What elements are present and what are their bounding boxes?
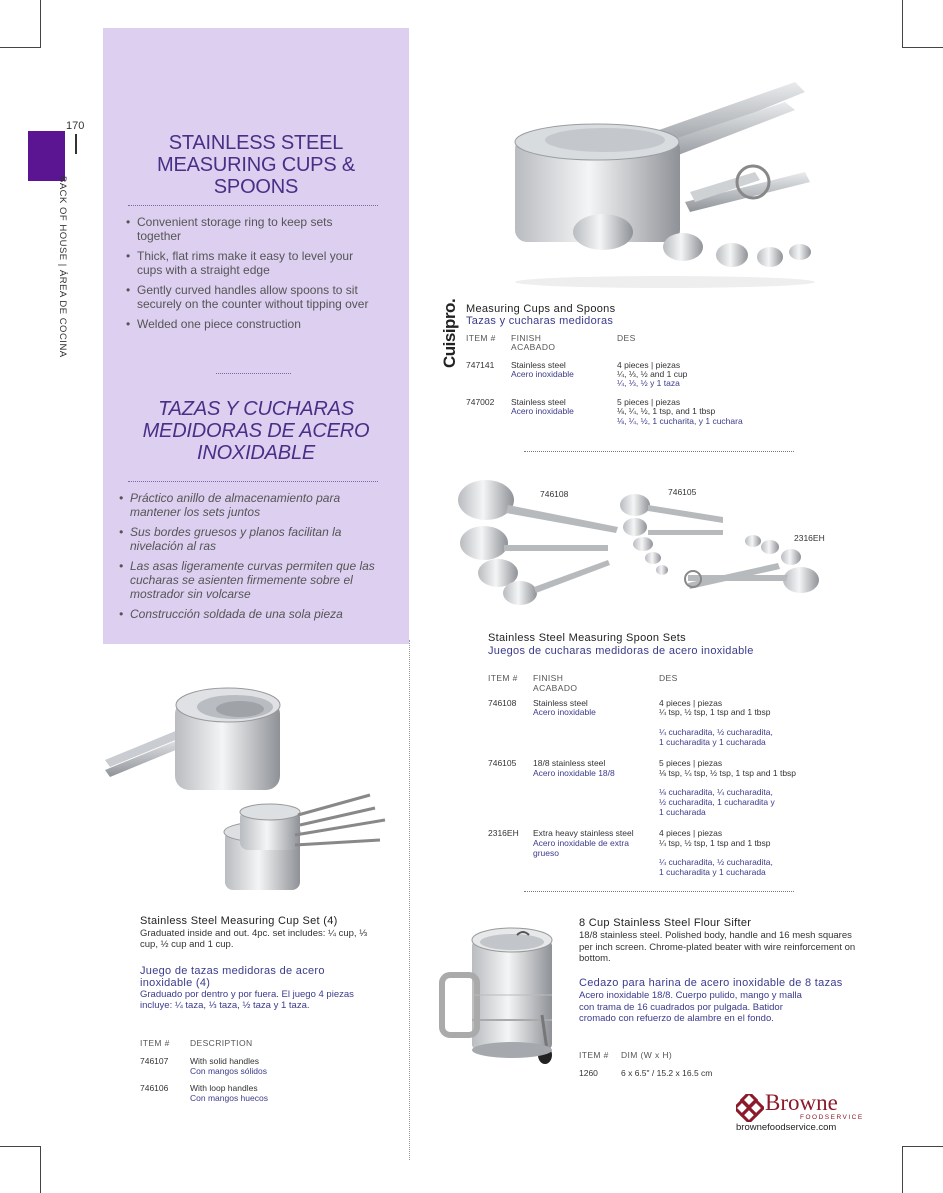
table-cell-des: 1 cucharadita y 1 cucharada bbox=[659, 867, 766, 877]
browne-logo-subtext: FOODSERVICE bbox=[800, 1114, 864, 1121]
spoon-set-2316EH bbox=[685, 535, 819, 593]
col-header-item: ITEM # bbox=[579, 1050, 609, 1060]
spoon-set-746105 bbox=[620, 494, 723, 575]
crop-mark bbox=[0, 47, 40, 48]
table-cell-item: 746107 bbox=[140, 1056, 169, 1066]
cup-set-solid-handles-image bbox=[100, 680, 300, 800]
table-cell-finish: Extra heavy stainless steel bbox=[533, 828, 634, 838]
table-cell-item: 747141 bbox=[466, 360, 495, 370]
feature-item: • Sus bordes gruesos y planos facilitan la nivelación al ras bbox=[119, 525, 384, 553]
divider bbox=[128, 205, 378, 206]
feature-item: • Convenient storage ring to keep sets together bbox=[126, 215, 376, 243]
column-divider bbox=[409, 640, 410, 1160]
col-header-item: ITEM # bbox=[140, 1038, 170, 1048]
image-label-2316EH: 2316EH bbox=[794, 533, 825, 543]
table-cell-des: ⅛, ¼, ½, 1 tsp, and 1 tbsp bbox=[617, 406, 716, 416]
table-cell-des: ½ cucharadita, 1 cucharadita y bbox=[659, 797, 775, 807]
col-header-des: DES bbox=[617, 333, 636, 343]
table-cell-des: ¼ tsp, ½ tsp, 1 tsp and 1 tbsp bbox=[659, 838, 771, 848]
spoon-sets-image bbox=[448, 475, 838, 610]
cupset-title-es: Juego de tazas medidoras de acero inoxidable (4) bbox=[140, 965, 325, 989]
divider bbox=[524, 451, 794, 452]
table-cell-des: 5 pieces | piezas bbox=[659, 758, 723, 768]
browne-logo-icon bbox=[736, 1094, 764, 1122]
table-cell-finish-es: Acero inoxidable bbox=[511, 369, 574, 379]
flour-sifter-image bbox=[437, 920, 567, 1070]
feature-item: • Las asas ligeramente curvas permiten que las cucharas se asienten firmemente sobre el mostrador sin volcarse bbox=[119, 559, 384, 601]
table-cell-item: 1260 bbox=[579, 1068, 598, 1078]
cupset-desc-es: Graduado por dentro y por fuera. El juego 4 piezas incluye: ¼ taza, ⅓ taza, ½ taza y 1 taza. bbox=[140, 989, 354, 1011]
cuisipro-title-es: Tazas y cucharas medidoras bbox=[466, 315, 614, 327]
feature-item: • Thick, flat rims make it easy to level your cups with a straight edge bbox=[126, 249, 376, 277]
feature-item: • Práctico anillo de almacenamiento para mantener los sets juntos bbox=[119, 491, 384, 519]
table-cell-item: 746105 bbox=[488, 758, 517, 768]
crop-mark bbox=[902, 0, 903, 48]
cupset-desc-en: Graduated inside and out. 4pc. set includes: ¼ cup, ⅓ cup, ½ cup and 1 cup. bbox=[140, 928, 368, 950]
spoons-title-es: Juegos de cucharas medidoras de acero inoxidable bbox=[488, 645, 754, 657]
table-cell-des: 5 pieces | piezas bbox=[617, 397, 681, 407]
table-cell-finish: Stainless steel bbox=[511, 397, 566, 407]
table-cell-finish-es: Acero inoxidable 18/8 bbox=[533, 768, 615, 778]
cuisipro-logo: Cuisipro. bbox=[440, 298, 459, 368]
col-header-item: ITEM # bbox=[488, 673, 518, 683]
website-url: brownefoodservice.com bbox=[736, 1122, 837, 1133]
table-cell-des: ⅛ tsp, ¼ tsp, ½ tsp, 1 tsp and 1 tbsp bbox=[659, 768, 797, 778]
table-cell-finish: Stainless steel bbox=[511, 360, 566, 370]
crop-mark bbox=[0, 1146, 40, 1147]
browne-logo-text: Browne bbox=[765, 1090, 838, 1115]
crop-mark bbox=[903, 47, 943, 48]
table-cell-des: ⅛ cucharadita, ¼ cucharadita, bbox=[659, 787, 773, 797]
sifter-desc-en: 18/8 stainless steel. Polished body, handle and 16 mesh squares per inch screen. Chrome-plated beater with wire reinforcement on bottom. bbox=[579, 930, 856, 964]
feature-item: • Gently curved handles allow spoons to sit securely on the counter without tipping over bbox=[126, 283, 376, 311]
spoon-set-746108 bbox=[458, 480, 618, 605]
sifter-title-en: 8 Cup Stainless Steel Flour Sifter bbox=[579, 917, 752, 929]
table-cell-finish: Stainless steel bbox=[533, 698, 588, 708]
table-cell-des: 4 pieces | piezas bbox=[659, 698, 723, 708]
table-cell-item: 747002 bbox=[466, 397, 495, 407]
table-cell-des: ¼ cucharadita, ½ cucharadita, bbox=[659, 727, 773, 737]
crop-mark bbox=[40, 0, 41, 48]
table-cell-item: 746108 bbox=[488, 698, 517, 708]
table-cell-des: 4 pieces | piezas bbox=[617, 360, 681, 370]
features-list-es bbox=[119, 491, 384, 627]
col-header-description: DESCRIPTION bbox=[190, 1038, 253, 1048]
table-cell-des: 1 cucharadita y 1 cucharada bbox=[659, 737, 766, 747]
divider bbox=[128, 481, 378, 482]
col-header-finish: FINISH bbox=[511, 333, 542, 343]
col-header-des: DES bbox=[659, 673, 678, 683]
spoons-title-en: Stainless Steel Measuring Spoon Sets bbox=[488, 632, 686, 644]
cup-set-loop-handles-image bbox=[220, 790, 390, 895]
feature-item: • Construcción soldada de una sola pieza bbox=[119, 607, 384, 621]
features-list-en bbox=[126, 215, 376, 337]
crop-mark bbox=[902, 1146, 903, 1193]
table-cell-finish-es: Acero inoxidable bbox=[511, 406, 574, 416]
table-cell-desc-es: Con mangos huecos bbox=[190, 1093, 268, 1103]
sifter-title-es: Cedazo para harina de acero inoxidable de 8 tazas bbox=[579, 977, 843, 989]
table-cell-des: 4 pieces | piezas bbox=[659, 828, 723, 838]
table-cell-desc-es: Con mangos sólidos bbox=[190, 1066, 268, 1076]
image-label-746108: 746108 bbox=[540, 489, 569, 499]
crop-mark bbox=[40, 1146, 41, 1193]
table-cell-desc: With solid handles bbox=[190, 1056, 259, 1066]
cupset-title-en: Stainless Steel Measuring Cup Set (4) bbox=[140, 915, 338, 927]
table-cell-des: ¼ tsp, ½ tsp, 1 tsp and 1 tbsp bbox=[659, 707, 771, 717]
table-cell-item: 746106 bbox=[140, 1083, 169, 1093]
crop-mark bbox=[903, 1146, 943, 1147]
table-cell-desc: With loop handles bbox=[190, 1083, 258, 1093]
table-cell-des: ⅛, ¼, ½, 1 cucharita, y 1 cuchara bbox=[617, 416, 743, 426]
panel-title-en: STAINLESS STEEL MEASURING CUPS & SPOONS bbox=[157, 132, 355, 198]
col-header-item: ITEM # bbox=[466, 333, 496, 343]
panel-title-es: TAZAS Y CUCHARAS MEDIDORAS DE ACERO INOXIDABLE bbox=[142, 398, 370, 464]
table-cell-des: ¼, ⅓, ½ y 1 taza bbox=[617, 378, 680, 388]
cuisipro-title-en: Measuring Cups and Spoons bbox=[466, 303, 616, 315]
section-label: BACK OF HOUSE | ÁREA DE COCINA bbox=[57, 176, 68, 358]
section-tab bbox=[28, 131, 65, 181]
divider bbox=[216, 373, 291, 374]
table-cell-des: ¼, ⅓, ½ and 1 cup bbox=[617, 369, 688, 379]
feature-item: • Welded one piece construction bbox=[126, 317, 376, 331]
table-cell-finish-es: Acero inoxidable bbox=[533, 707, 596, 717]
table-cell-des: 1 cucharada bbox=[659, 807, 706, 817]
col-header-dim: DIM (W x H) bbox=[621, 1050, 673, 1060]
image-label-746105: 746105 bbox=[668, 487, 697, 497]
page-number-bar bbox=[75, 134, 77, 154]
page-number: 170 bbox=[66, 120, 85, 132]
table-cell-item: 2316EH bbox=[488, 828, 519, 838]
col-header-finish-es: ACABADO bbox=[533, 683, 578, 693]
table-cell-finish: 18/8 stainless steel bbox=[533, 758, 606, 768]
sifter-desc-es: Acero inoxidable 18/8. Cuerpo pulido, mango y malla con trama de 16 cuadrados por pulgada. Batidor cromado con refuerzo de alambre en el fondo. bbox=[579, 990, 802, 1024]
cuisipro-product-image bbox=[505, 62, 825, 292]
col-header-finish-es: ACABADO bbox=[511, 342, 556, 352]
table-cell-dim: 6 x 6.5" / 15.2 x 16.5 cm bbox=[621, 1068, 713, 1078]
col-header-finish: FINISH bbox=[533, 673, 564, 683]
table-cell-finish-es: Acero inoxidable de extra grueso bbox=[533, 838, 629, 858]
table-cell-des: ¼ cucharadita, ½ cucharadita, bbox=[659, 857, 773, 867]
divider bbox=[524, 891, 794, 892]
